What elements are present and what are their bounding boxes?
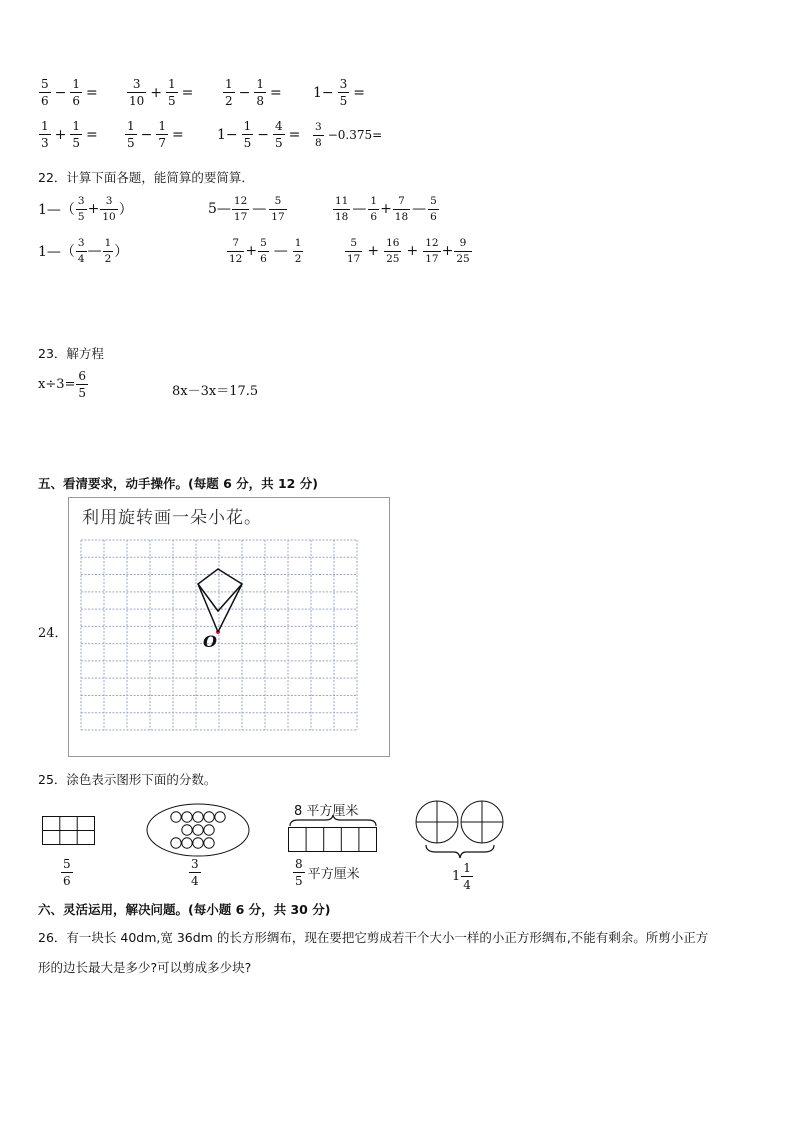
equation-1: x÷3= $\frac{6}{5}$	[38, 369, 87, 400]
question-26-line-2: 形的边长最大是多少?可以剪成多少块?	[38, 960, 252, 975]
small-circle	[193, 838, 203, 848]
calc-row-1-item-4: 1− $\frac{3}{5}$ =	[313, 77, 366, 108]
grid-drawing	[69, 498, 389, 756]
calc-row-2-item-1: $\frac{1}{3}$ + $\frac{1}{5}$ =	[41, 119, 98, 150]
small-circle	[215, 812, 225, 822]
calc-row-2-item-2: $\frac{1}{5}$ − $\frac{1}{7}$ =	[127, 119, 184, 150]
shape-1-fraction: $\frac{5}{6}$	[63, 857, 71, 888]
fraction: $\frac{5}{6}$	[41, 77, 49, 108]
small-circle	[204, 812, 214, 822]
section-5-title: 五、看清要求，动手操作。(每题 6 分，共 12 分)	[38, 476, 318, 491]
figure-caption: 利用旋转画一朵小花。	[82, 508, 262, 528]
calc-row-1-item-2: $\frac{3}{10}$ + $\frac{1}{5}$ =	[129, 77, 194, 108]
shape-3-fraction: $\frac{8}{5}$ 平方厘米	[295, 857, 360, 888]
small-circle	[182, 838, 192, 848]
calc-row-1-item-3: $\frac{1}{2}$ − $\frac{1}{8}$ =	[225, 77, 282, 108]
small-circle	[193, 825, 203, 835]
q22-expr-2: 5— $\frac{12}{17}$ — $\frac{5}{17}$	[208, 195, 285, 223]
section-6-title: 六、灵活运用，解决问题。(每小题 6 分，共 30 分)	[38, 902, 331, 917]
two-quartered-circles	[414, 800, 508, 862]
shape-4-fraction: 1 $\frac{1}{4}$	[452, 861, 471, 892]
q22-expr-5: $\frac{7}{12}$ + $\frac{5}{6}$ — $\frac{1}{2}$	[229, 237, 302, 265]
question-22-title: 22．计算下面各题，能简算的要简算．	[38, 170, 254, 185]
question-25-title: 25．涂色表示图形下面的分数。	[38, 772, 217, 787]
calc-row-2-item-3: 1− $\frac{1}{5}$ − $\frac{4}{5}$ =	[217, 119, 301, 150]
small-circle	[182, 825, 192, 835]
q22-expr-6: $\frac{5}{17}$ + $\frac{16}{25}$ + $\frac{12}{17}$ + $\frac{9}{25}$	[347, 237, 470, 265]
small-circle	[204, 825, 214, 835]
calc-row-2-item-4: $\frac{3}{8}$ −0.375=	[315, 121, 383, 149]
q22-expr-4: 1—（ $\frac{3}{4}$ — $\frac{1}{2}$ ）	[38, 237, 129, 265]
shape-2-fraction: $\frac{3}{4}$	[191, 857, 199, 888]
question-24-number: 24．	[38, 626, 68, 641]
small-circle	[171, 838, 181, 848]
question-23-title: 23．解方程	[38, 346, 104, 361]
small-circle	[193, 812, 203, 822]
rectangle-six-parts	[42, 816, 96, 846]
equation-2: 8x－3x＝17.5	[172, 384, 259, 399]
kite-shape	[198, 569, 242, 611]
shape-3-top-label: 8 平方厘米	[294, 804, 359, 819]
small-circle	[182, 812, 192, 822]
bar-five-parts	[288, 814, 378, 854]
q22-expr-1: 1—（ $\frac{3}{5}$ + $\frac{3}{10}$ ）	[38, 195, 133, 223]
question-26-line-1: 26．有一块长 40dm,宽 36dm 的长方形绸布，现在要把它剪成若干个大小一样的小正方形绸布,不能有剩余。所剪小正方	[38, 930, 709, 945]
brace-icon	[426, 845, 494, 858]
rotation-grid-figure	[68, 497, 390, 757]
calc-row-1: $\frac{5}{6}$ − $\frac{1}{6}$ =	[41, 77, 98, 108]
q22-expr-3: $\frac{11}{18}$ — $\frac{1}{6}$ + $\frac{7}{18}$ — $\frac{5}{6}$	[335, 195, 437, 223]
small-circle	[171, 812, 181, 822]
point-o-label: O	[203, 632, 217, 651]
brace-icon	[290, 815, 376, 826]
small-circle	[204, 838, 214, 848]
ellipse-twelve-circles	[146, 803, 250, 857]
fraction: $\frac{1}{6}$	[72, 77, 81, 108]
